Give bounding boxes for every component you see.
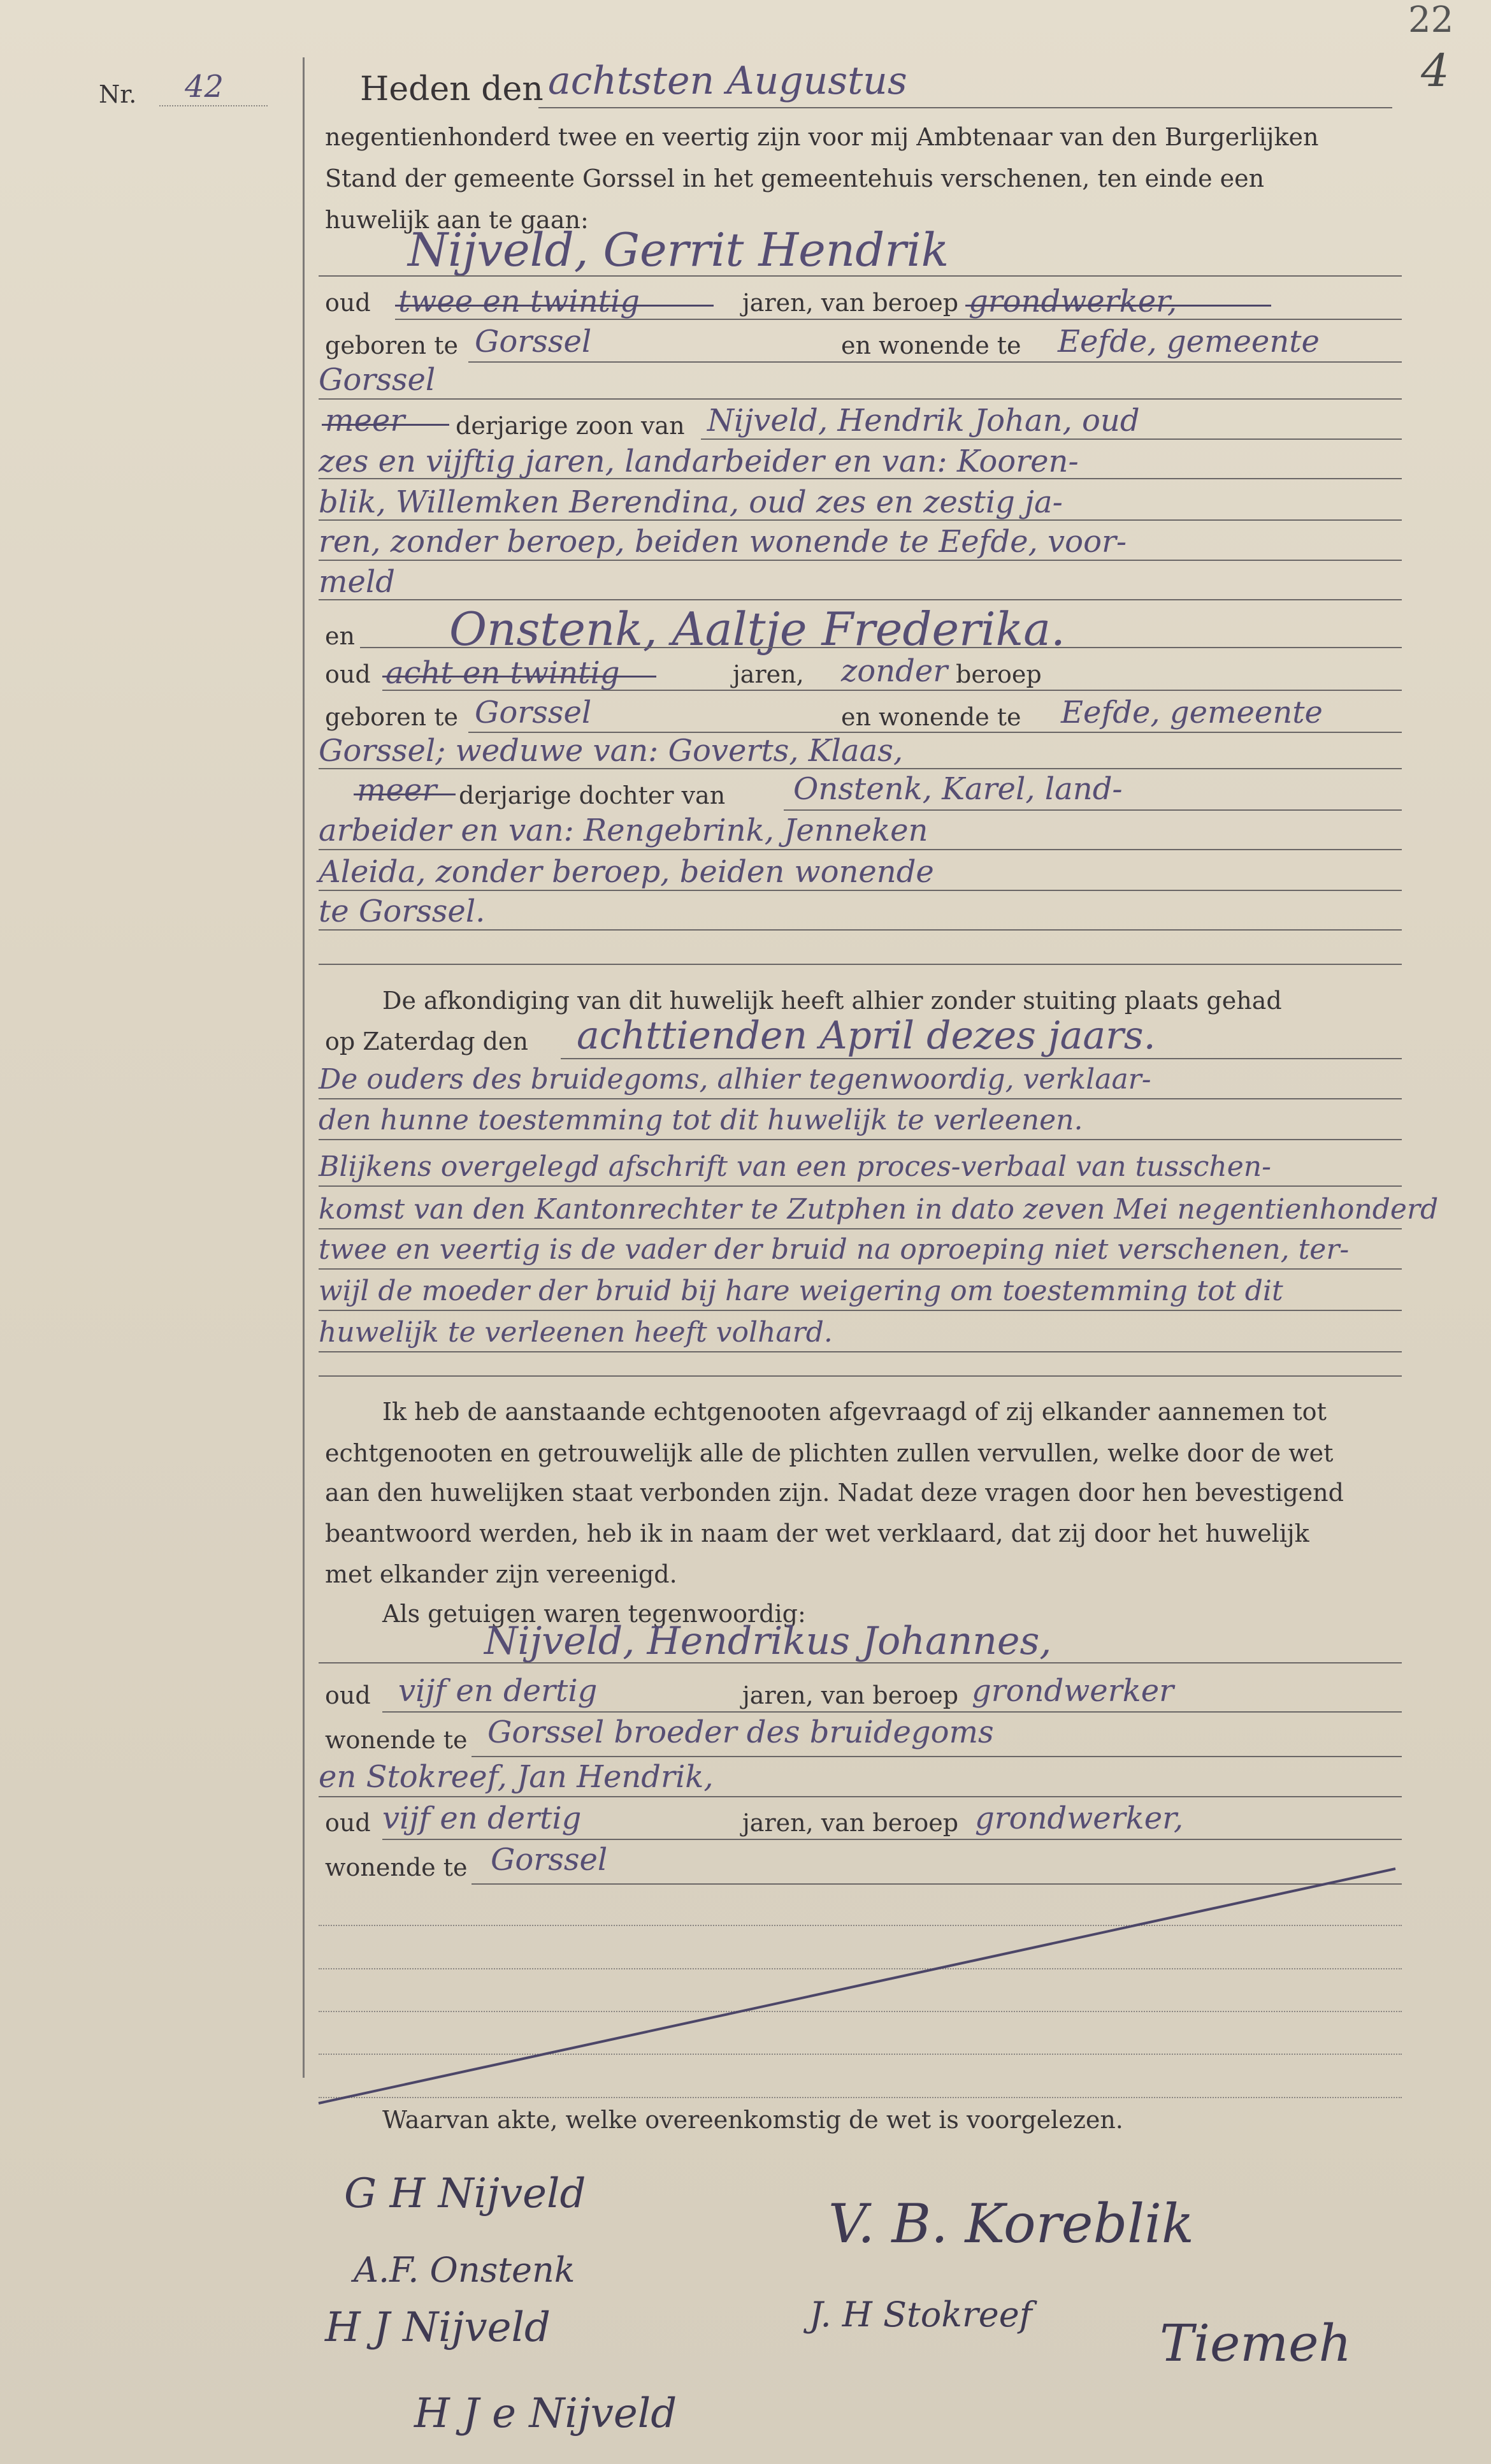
bride-age: acht en twintig [385, 655, 620, 691]
proclamation-line-2: op Zaterdag den [325, 1027, 528, 1055]
witness-2-name: en Stokreef, Jan Hendrik, [319, 1759, 714, 1795]
groom-parents-l3: blik, Willemken Berendina, oud zes en zestig ja- [319, 484, 1063, 520]
groom-derjarige-zoon: derjarige zoon van [456, 412, 685, 440]
declaration-line: Ik heb de aanstaande echtgenooten afgevraagd of zij elkander aannemen tot [382, 1398, 1327, 1426]
bride-occupation-hand: zonder [841, 653, 948, 689]
witness-2-jaren-beroep: jaren, van beroep [742, 1809, 959, 1837]
ruled-line [319, 1351, 1402, 1352]
signature-1: G H Nijveld [344, 2170, 586, 2217]
intro-heden-den [360, 70, 544, 108]
ruled-line [319, 1098, 1402, 1099]
bride-parents-l2: arbeider en van: Rengebrink, Jenneken [319, 813, 928, 848]
ruled-line [319, 1228, 1402, 1229]
cancel-stroke [312, 1861, 1408, 2110]
proclamation-note-line: wijl de moeder der bruid bij hare weigering om toestemming tot dit [319, 1275, 1283, 1307]
signature-7: Tiemeh [1160, 2314, 1352, 2373]
bride-wonende-te: en wonende te [841, 703, 1021, 731]
groom-oud-label: oud [325, 289, 371, 317]
groom-occupation: grondwerker, [969, 284, 1178, 319]
ruled-line [319, 1310, 1402, 1311]
ruled-line [319, 1268, 1402, 1270]
intro-date-hand: achtsten Augustus [548, 59, 907, 103]
proclamation-note-line: twee en veertig is de vader der bruid na oproeping niet verschenen, ter- [319, 1233, 1350, 1266]
proclamation-note-line: De ouders des bruidegoms, alhier tegenwoordig, verklaar- [319, 1063, 1151, 1096]
bride-en-label: en [325, 622, 355, 650]
proclamation-note-line: komst van den Kantonrechter te Zutphen in dato zeven Mei negentienhonderd [319, 1193, 1439, 1226]
groom-parents-l5: meld [319, 564, 395, 600]
witness-1-name: Nijveld, Hendrikus Johannes, [484, 1619, 1052, 1663]
witness-1-residence: Gorssel broeder des bruidegoms [487, 1714, 994, 1750]
groom-meer: meer [325, 403, 405, 438]
witness-2-age: vijf en dertig [382, 1801, 582, 1836]
declaration-line: aan den huwelijken staat verbonden zijn. Nadat deze vragen door hen bevestigend [325, 1479, 1344, 1507]
ruled-line [319, 1185, 1402, 1187]
groom-residence: Eefde, gemeente [1058, 324, 1320, 359]
signature-2: A.F. Onstenk [354, 2250, 575, 2290]
page-number-pencil: 4 [1421, 45, 1450, 97]
bride-beroep-printed: beroep [956, 660, 1042, 688]
intro-line-2: negentienhonderd twee en veertig zijn voor mij Ambtenaar van den Burgerlijken [325, 123, 1319, 151]
groom-geboren-te: geboren te [325, 331, 458, 359]
groom-residence-cont: Gorssel [319, 362, 436, 398]
intro-line-3-text: Stand der gemeente Gorssel in het gemeentehuis verschenen, ten einde een [325, 164, 1265, 192]
groom-age: twee en twintig [398, 284, 640, 319]
signature-4: H J e Nijveld [414, 2390, 677, 2437]
witness-1-jaren-beroep: jaren, van beroep [742, 1681, 959, 1709]
bride-meer: meer [357, 772, 437, 808]
witness-2-oud: oud [325, 1809, 371, 1837]
bride-parents-l4: te Gorssel. [319, 894, 486, 929]
page-number: 22 [1408, 0, 1454, 41]
witness-2-wonende-te: wonende te [325, 1853, 468, 1881]
bride-parents-l1: Onstenk, Karel, land- [793, 771, 1123, 807]
bride-geboren-te: geboren te [325, 703, 458, 731]
record-nr-label: Nr. [99, 80, 137, 108]
witness-2-occupation: grondwerker, [975, 1801, 1184, 1836]
groom-parents-l2: zes en vijftig jaren, landarbeider en van: Kooren- [319, 444, 1079, 479]
record-nr-value: 42 [185, 69, 224, 105]
intro-line-3 [325, 166, 1264, 191]
witness-1-oud: oud [325, 1681, 371, 1709]
bride-parents-l3: Aleida, zonder beroep, beiden wonende [319, 854, 934, 890]
bride-residence-cont: Gorssel; weduwe van: Goverts, Klaas, [319, 733, 904, 769]
proclamation-date-hand: achttienden April dezes jaars. [577, 1013, 1156, 1058]
groom-parents-l1: Nijveld, Hendrik Johan, oud [707, 403, 1140, 438]
proclamation-note-line: Blijkens overgelegd afschrift van een proces-verbaal van tusschen- [319, 1150, 1271, 1183]
intro-line-4: huwelijk aan te gaan: [325, 206, 589, 234]
signature-5: V. B. Koreblik [828, 2192, 1194, 2255]
bride-birthplace: Gorssel [475, 695, 592, 730]
witness-1-occupation: grondwerker [972, 1673, 1174, 1709]
witness-1-age: vijf en dertig [398, 1673, 598, 1709]
witness-2-residence: Gorssel [491, 1842, 608, 1878]
groom-parents-l4: ren, zonder beroep, beiden wonende te Eefde, voor- [319, 524, 1127, 560]
witness-1-wonende-te: wonende te [325, 1726, 468, 1754]
signature-3: H J Nijveld [325, 2304, 551, 2351]
groom-wonende-te: en wonende te [841, 331, 1021, 359]
bride-jaren-label: jaren, [733, 660, 804, 688]
declaration-line: beantwoord werden, heb ik in naam der wet verklaard, dat zij door het huwelijk [325, 1519, 1309, 1547]
proclamation-line-1: De afkondiging van dit huwelijk heeft alhier zonder stuiting plaats gehad [382, 987, 1282, 1015]
proclamation-note-line: huwelijk te verleenen heeft volhard. [319, 1316, 833, 1349]
bride-name: Onstenk, Aaltje Frederika. [449, 602, 1065, 656]
groom-birthplace: Gorssel [475, 324, 592, 359]
intro-heden-label: Heden den [360, 70, 544, 108]
bride-oud-label: oud [325, 660, 371, 688]
declaration-line: echtgenooten en getrouwelijk alle de plichten zullen vervullen, welke door de wet [325, 1439, 1334, 1467]
groom-jaren-beroep: jaren, van beroep [742, 289, 959, 317]
bride-residence: Eefde, gemeente [1061, 695, 1323, 730]
declaration-line: met elkander zijn vereenigd. [325, 1560, 677, 1588]
bride-derjarige-dochter: derjarige dochter van [459, 781, 726, 809]
groom-name: Nijveld, Gerrit Hendrik [408, 223, 949, 277]
closing-text: Waarvan akte, welke overeenkomstig de wet is voorgelezen. [382, 2106, 1123, 2134]
ruled-line [319, 1139, 1402, 1140]
proclamation-note-line: den hunne toestemming tot dit huwelijk te verleenen. [319, 1104, 1083, 1136]
signature-6: J. H Stokreef [809, 2294, 1032, 2335]
witnesses-heading: Als getuigen waren tegenwoordig: [382, 1600, 806, 1628]
margin-rule [303, 57, 305, 2078]
